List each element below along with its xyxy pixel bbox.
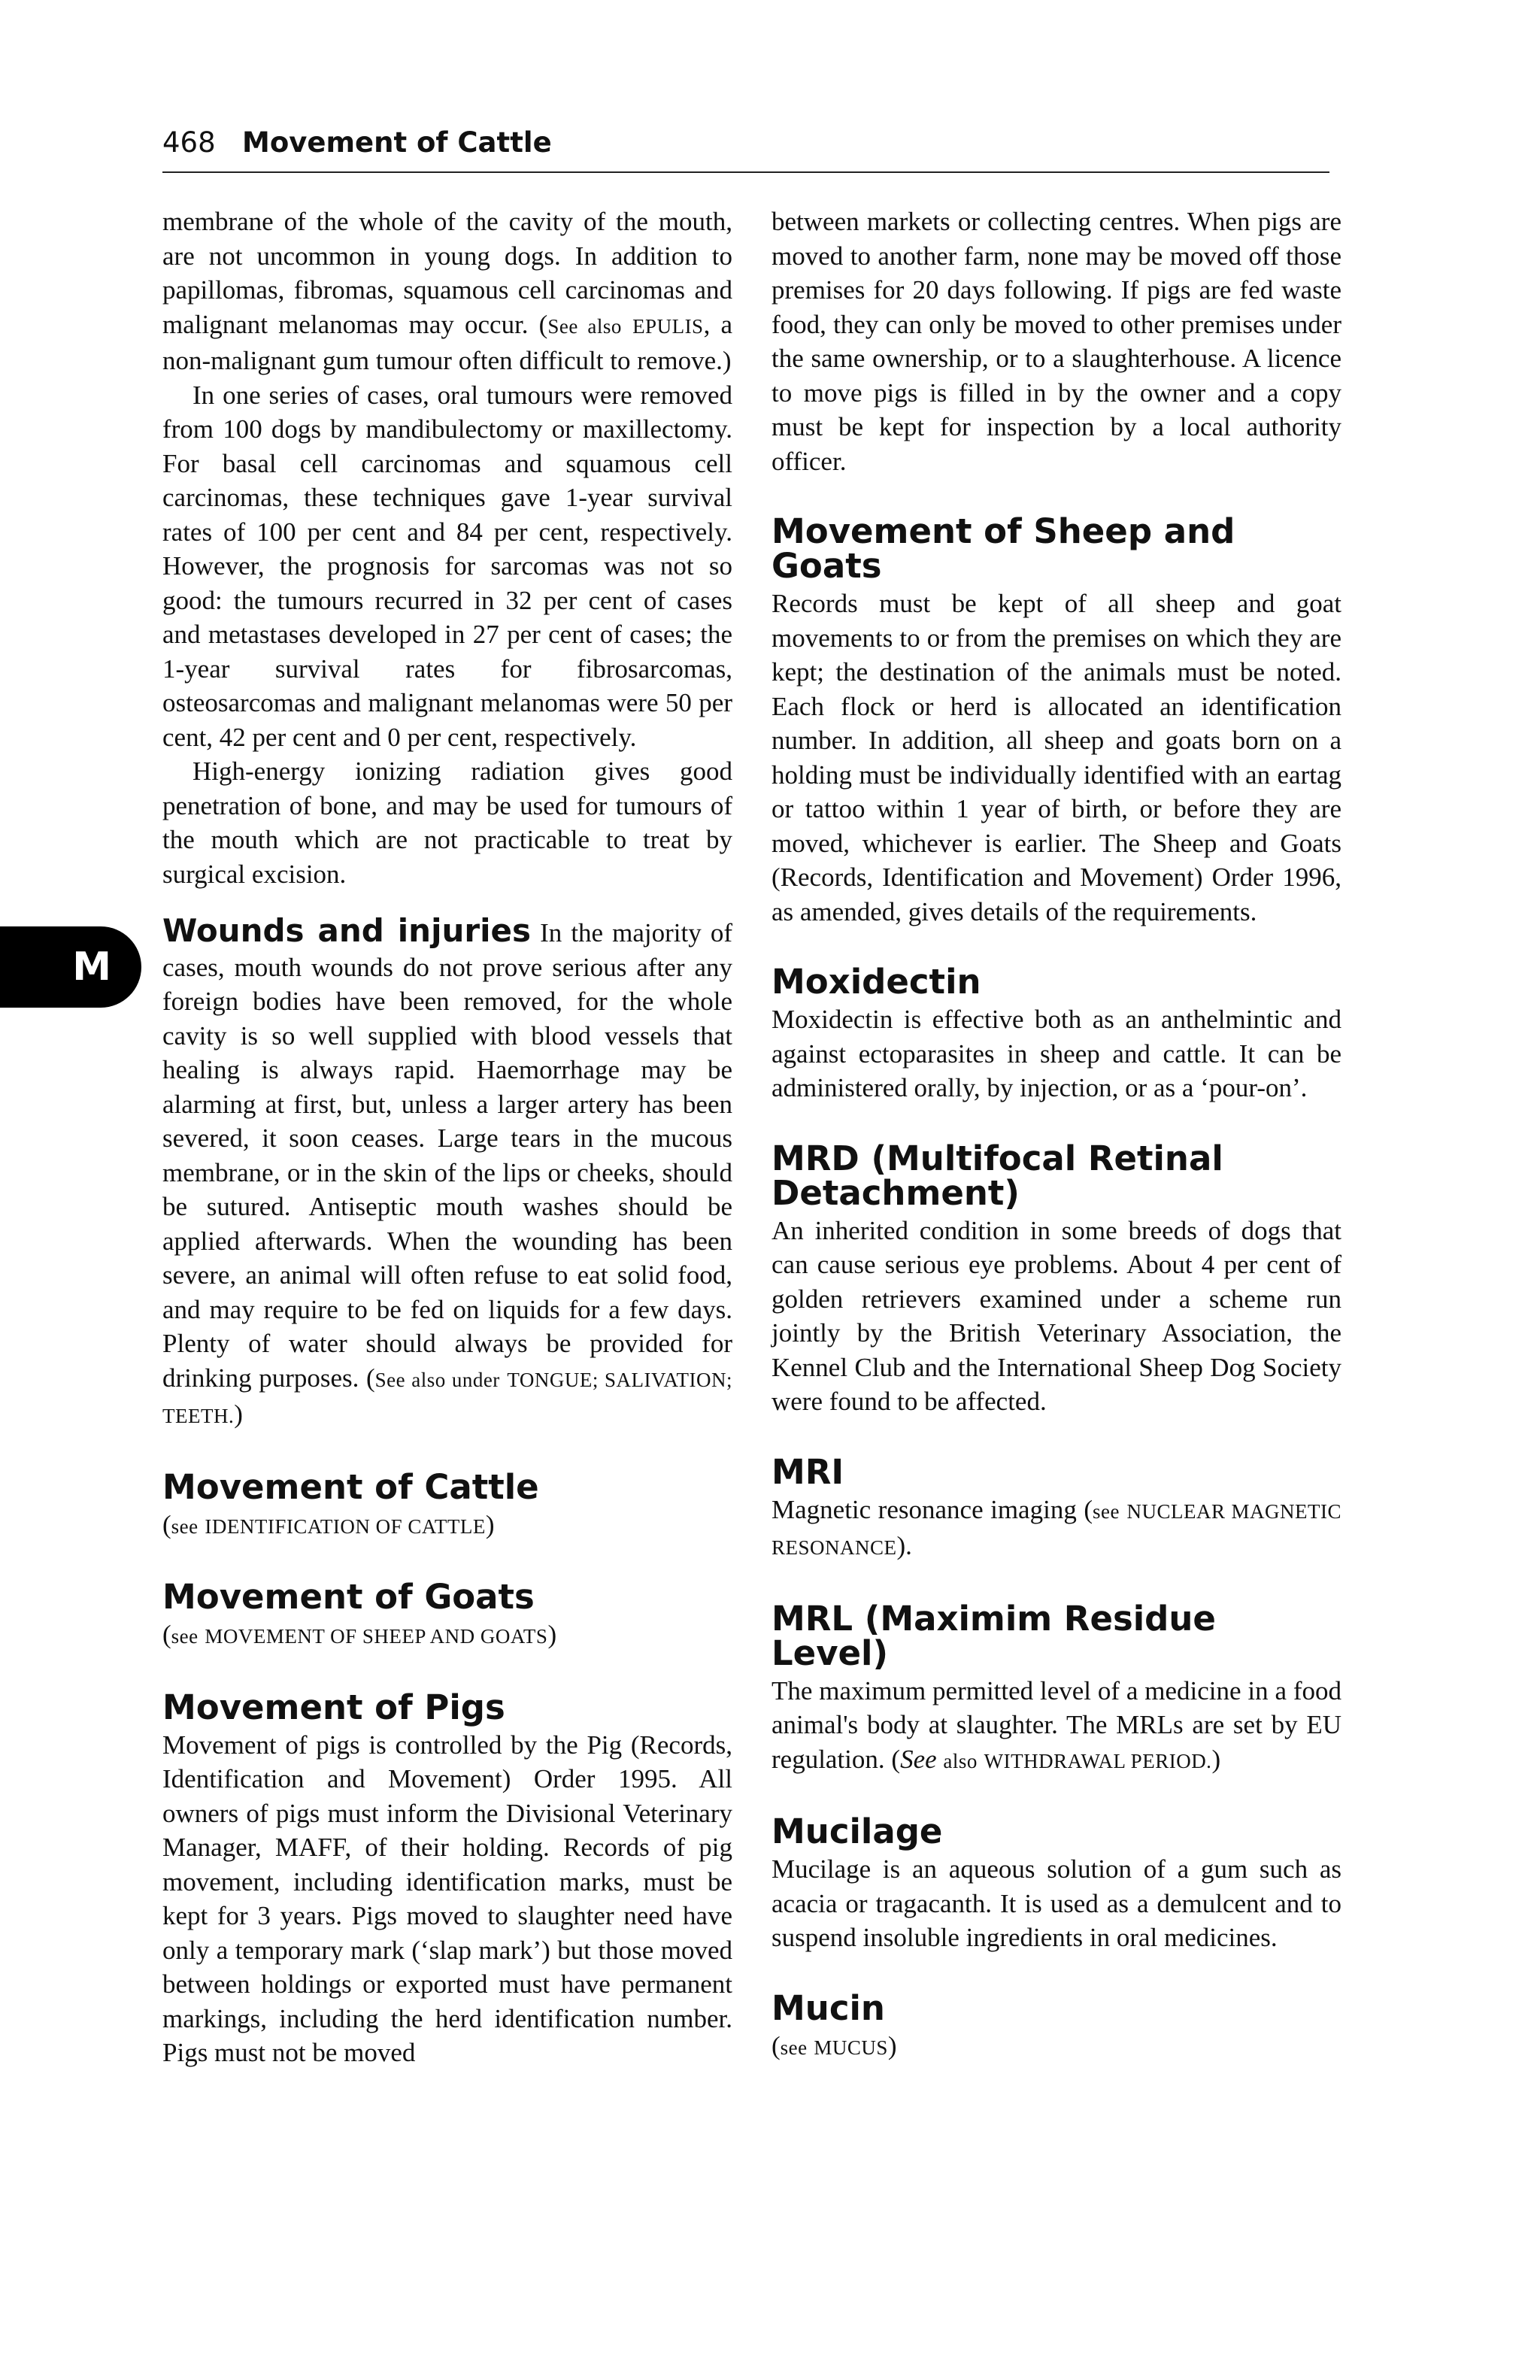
cross-reference: IDENTIFICATION OF CATTLE xyxy=(205,1514,486,1538)
paragraph: Moxidectin is effective both as an anthelmintic and against ectoparasites in sheep and cattle. It can be administered orally, by injection, or as a ‘pour-on’. xyxy=(772,1005,1341,1102)
paragraph: between markets or collecting centres. When pigs are moved to another farm, none may be moved off those premises for 20 days following. If pigs are fed waste food, they can only be moved to other premises under the same ownership, or to a slaughterhouse. A licence to move pigs is filled in by the owner and a copy must be kept for inspection by a local authority officer. xyxy=(772,207,1341,476)
cross-reference: NUCLEAR MAGNETIC RESONANCE xyxy=(772,1499,1341,1559)
right-column xyxy=(772,205,1341,2065)
entry-title: MRD (Multifocal Retinal Detachment) xyxy=(772,1138,1223,1213)
paragraph: In one series of cases, oral tumours were removed from 100 dogs by mandibulectomy or maxillectomy. For basal cell carcinomas and squamous cell carcinomas, these techniques gave 1-year survival rates of 100 per cent and 84 per cent, respectively. However, the prognosis for sarcomas was not so good: the tumours recurred in 32 per cent of cases and metastases developed in 27 per cent of cases; the 1-year survival rates for fibrosarcomas, osteosarcomas and malignant melanomas were 50 per cent, 42 per cent and 0 per cent, respectively. xyxy=(162,380,732,752)
paragraph: High-energy ionizing radiation gives good penetration of bone, and may be used for tumours of the mouth which are not practicable to treat by surgical excision. xyxy=(162,756,732,889)
entry-title: Movement of Cattle xyxy=(162,1466,539,1507)
paragraph: Magnetic resonance imaging (see NUCLEAR MAGNETIC RESONANCE). xyxy=(772,1494,1341,1560)
section-tab: M xyxy=(0,926,141,1008)
paragraph: (see MUCUS) xyxy=(772,2030,897,2060)
entry-title: Mucilage xyxy=(772,1812,943,1851)
entry-title: Movement of Pigs xyxy=(162,1687,505,1727)
paragraph: (see MOVEMENT OF SHEEP AND GOATS) xyxy=(162,1620,557,1649)
cross-reference: MOVEMENT OF SHEEP AND GOATS xyxy=(205,1625,548,1648)
subheading: Wounds and injuries xyxy=(162,912,531,949)
cross-reference: WITHDRAWAL PERIOD. xyxy=(984,1749,1212,1772)
entry-title: Movement of Goats xyxy=(162,1577,535,1617)
cross-reference: MUCUS xyxy=(814,2036,888,2059)
entry-title: MRI xyxy=(772,1451,844,1492)
running-title: Movement of Cattle xyxy=(242,126,552,159)
paragraph: Mucilage is an aqueous solution of a gum such as acacia or tragacanth. It is used as a demulcent and to suspend insoluble ingredients in oral medicines. xyxy=(772,1854,1341,1952)
paragraph: (see IDENTIFICATION OF CATTLE) xyxy=(162,1509,495,1539)
entry-title: Movement of Sheep and Goats xyxy=(772,511,1235,586)
paragraph: An inherited condition in some breeds of dogs that can cause serious eye problems. About 4 per cent of golden retrievers examined under a scheme run jointly by the British Veterinary Association, the Kennel Club and the International Sheep Dog Society were found to be affected. xyxy=(772,1215,1341,1416)
paragraph: Wounds and injuries In the majority of cases, mouth wounds do not prove serious after any foreign bodies have been removed, for the whole cavity is so well supplied with blood vessels that healing is always rapid. Haemorrhage may be alarming at first, but, unless a larger artery has been severed, it soon ceases. Large tears in the mucous membrane, or in the skin of the lips or cheeks, should be sutured. Antiseptic mouth washes should be applied afterwards. When the wounding has been severe, an animal will often refuse to eat solid food, and may require to be fed on liquids for a few days. Plenty of water should always be provided for drinking purposes. (See also under TONGUE; SALIVATION; TEETH.) xyxy=(162,912,733,1429)
page-header xyxy=(162,125,1329,173)
page-number: 468 xyxy=(162,126,216,159)
entry-title: Moxidectin xyxy=(772,962,981,1002)
paragraph: Movement of pigs is controlled by the Pig (Records, Identification and Movement) Order 1995. All owners of pigs must inform the Divisional Veterinary Manager, MAFF, of their holding. Records of pig movement, including identification marks, must be kept for 3 years. Pigs moved to slaughter need have only a temporary mark (‘slap mark’) but those moved between holdings or exported must have permanent markings, including the herd identification number. Pigs must not be moved xyxy=(162,1730,732,2067)
entry-title: Mucin xyxy=(772,1987,885,2028)
left-column xyxy=(162,205,732,2070)
entry-title: MRL (Maximim Residue Level) xyxy=(772,1598,1216,1673)
paragraph: The maximum permitted level of a medicine in a food animal's body at slaughter. The MRLs are set by EU regulation. (See also WITHDRAWAL PERIOD.) xyxy=(772,1675,1341,1774)
cross-reference: TONGUE; SALIVATION; TEETH. xyxy=(162,1368,733,1427)
cross-reference: EPULIS xyxy=(632,314,704,338)
paragraph: membrane of the whole of the cavity of the mouth, are not uncommon in young dogs. In addition to papillomas, fibromas, squamous cell carcinomas and malignant melanomas may occur. (See also EPULIS, a non-malignant gum tumour often difficult to remove.) xyxy=(162,207,732,375)
paragraph: Records must be kept of all sheep and goat movements to or from the premises on which they are kept; the destination of the animals must be noted. Each flock or herd is allocated an identification number. In addition, all sheep and goats born on a holding must be individually identified with an eartag or tattoo within 1 year of birth, or before they are moved, whichever is earlier. The Sheep and Goats (Records, Identification and Movement) Order 1996, as amended, gives details of the requirements. xyxy=(772,589,1341,926)
